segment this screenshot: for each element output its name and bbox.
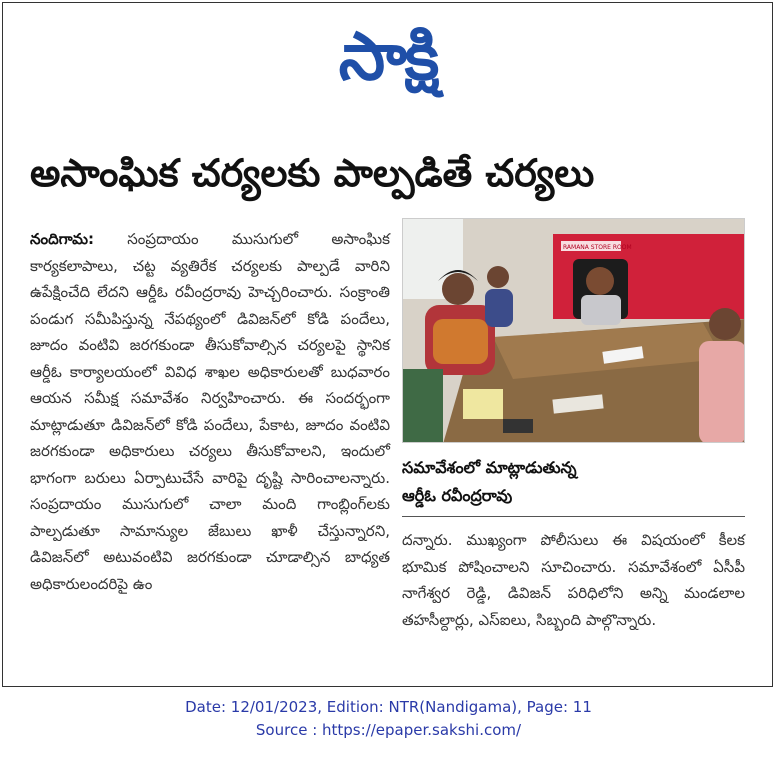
sakshi-logo: సాక్షి (338, 18, 438, 95)
photo-caption (402, 454, 745, 510)
caption-line-2: ఆర్డీఓ రవీంద్రరావు (402, 486, 513, 505)
article-paragraph (30, 226, 390, 597)
article-headline: అసాంఘిక చర్యలకు పాల్పడితే చర్యలు (30, 151, 595, 195)
article-body-left-column (30, 226, 390, 666)
caption-divider (402, 516, 745, 517)
article-body-right-column (402, 527, 745, 667)
source-footer (0, 696, 777, 742)
meeting-photo-illustration (403, 219, 745, 443)
photo-banner-text: RAMANA STORE ROOM (563, 244, 632, 251)
caption-line-1: సమావేశంలో మాట్లాడుతున్న (402, 458, 577, 477)
source-link[interactable]: Source : https://epaper.sakshi.com/ (255, 721, 522, 739)
dateline: నందిగామ: (30, 230, 94, 248)
edition-info: Date: 12/01/2023, Edition: NTR(Nandigama), Page: 11 (185, 698, 592, 716)
body-text-left: సంప్రదాయం ముసుగులో అసాంఘిక కార్యకలాపాలు, చట్ట వ్యతిరేక చర్యలకు పాల్పడే వారిని ఉపేక్షించేది లేదని ఆర్డీఓ రవీంద్రరావు హెచ్చరించారు. సంక్రాంతి పండుగ సమీపిస్తున్న నేపథ్యంలో డివిజన్‌లో కోడి పందేలు, జూదం వంటివి జరగకుండా తీసుకోవాల్సిన చర్యలపై స్థానిక ఆర్డీఓ కార్యాలయంలో వివిధ శాఖల అధికారులతో బుధవారం ఆయన సమీక్ష సమావేశం నిర్వహించారు. ఈ సందర్భంగా మాట్లాడుతూ డివిజన్‌లో కోడి పందేలు, పేకాట, జూదం వంటివి జరగకుండా అధికారులు చర్యలు తీసుకోవాలని, ఇందులో భాగంగా బరులు ఏర్పాటుచేసే వారిపై దృష్టి సారించాలన్నారు. సంప్రదాయం ముసుగులో చాలా మంది గాంబ్లింగ్‌లకు పాల్పడుతూ సామాన్యుల జేబులు ఖాళీ చేస్తున్నారని, డివిజన్‌లో అటువంటివి జరగకుండా చూడాల్సిన బాధ్యత అధికారులందరిపై ఉం (30, 230, 390, 593)
meeting-photo (402, 218, 745, 443)
body-text-right: దన్నారు. ముఖ్యంగా పోలీసులు ఈ విషయంలో కీలక భూమిక పోషించాలని సూచించారు. సమావేశంలో ఏసీపీ నాగేశ్వర రెడ్డి, డివిజన్ పరిధిలోని అన్ని మండలాల తహసీల్దార్లు, ఎస్‌ఐలు, సిబ్బంది పాల్గొన్నారు. (402, 531, 745, 629)
